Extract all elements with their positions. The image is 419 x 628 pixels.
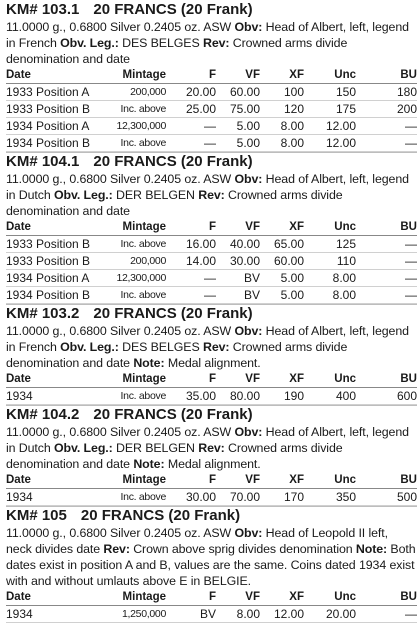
obverse-label: Obv: bbox=[234, 526, 263, 540]
table-cell: 1934 Position A bbox=[6, 270, 106, 287]
table-cell: 1933 Position B bbox=[6, 101, 106, 118]
obverse-legend-label: Obv. Leg.: bbox=[60, 36, 119, 50]
table-cell: 150 bbox=[304, 84, 356, 101]
entry-description bbox=[6, 19, 417, 67]
reverse-label: Rev: bbox=[198, 188, 225, 202]
table-cell: 1934 Position B bbox=[6, 287, 106, 304]
value-table bbox=[6, 67, 417, 152]
entry-description bbox=[6, 525, 417, 589]
table-cell: 25.00 bbox=[166, 101, 216, 118]
obverse-legend-text: DES BELGES bbox=[118, 340, 203, 354]
obverse-legend-text: DES BELGES bbox=[118, 36, 203, 50]
obverse-legend-label: Obv. Leg.: bbox=[54, 441, 113, 455]
table-cell: 1934 bbox=[6, 388, 106, 405]
table-cell: — bbox=[356, 287, 417, 304]
table-cell: 1933 Position B bbox=[6, 236, 106, 253]
table-cell: 1933 Position A bbox=[6, 84, 106, 101]
coin-name: 20 FRANCS (20 Frank) bbox=[93, 1, 253, 18]
table-cell: — bbox=[356, 118, 417, 135]
column-header: F bbox=[166, 589, 216, 606]
column-header: Unc bbox=[304, 589, 356, 606]
obverse-legend-label: Obv. Leg.: bbox=[60, 340, 119, 354]
table-row bbox=[6, 101, 417, 118]
entry-title bbox=[6, 506, 417, 525]
column-header: Mintage bbox=[106, 472, 166, 489]
value-table bbox=[6, 589, 417, 623]
table-cell: 190 bbox=[260, 388, 304, 405]
obverse-text: Head of Albert, left, legend in Dutch bbox=[6, 425, 409, 455]
table-cell: Inc. above bbox=[106, 101, 166, 118]
obverse-label: Obv: bbox=[234, 324, 263, 338]
table-cell: 350 bbox=[304, 489, 356, 506]
table-cell: 8.00 bbox=[260, 118, 304, 135]
obverse-label: Obv: bbox=[234, 20, 263, 34]
column-header: VF bbox=[216, 371, 260, 388]
reverse-text: Crown above sprig divides denomination bbox=[129, 542, 356, 556]
table-cell: 600 bbox=[356, 388, 417, 405]
km-number: KM# 105 bbox=[6, 507, 67, 524]
table-cell: 500 bbox=[356, 489, 417, 506]
entry-title bbox=[6, 152, 417, 171]
table-cell: Inc. above bbox=[106, 236, 166, 253]
column-header: F bbox=[166, 371, 216, 388]
table-row bbox=[6, 236, 417, 253]
table-cell: — bbox=[356, 253, 417, 270]
spec-text: 11.0000 g., 0.6800 Silver 0.2405 oz. ASW bbox=[6, 172, 235, 186]
value-table bbox=[6, 371, 417, 405]
table-cell: Inc. above bbox=[106, 388, 166, 405]
obverse-legend-text: DER BELGEN bbox=[112, 441, 199, 455]
table-cell: 110 bbox=[304, 253, 356, 270]
obverse-text: Head of Albert, left, legend in Dutch bbox=[6, 172, 409, 202]
table-cell: 180 bbox=[356, 84, 417, 101]
column-header: Unc bbox=[304, 219, 356, 236]
table-row bbox=[6, 388, 417, 405]
table-cell: 200 bbox=[356, 101, 417, 118]
table-cell: 60.00 bbox=[260, 253, 304, 270]
note-label: Note: bbox=[133, 356, 165, 370]
km-number: KM# 104.2 bbox=[6, 406, 80, 423]
obverse-label: Obv: bbox=[234, 425, 263, 439]
table-cell: — bbox=[166, 118, 216, 135]
catalog-entry bbox=[6, 304, 417, 405]
column-header: XF bbox=[260, 589, 304, 606]
table-header-row bbox=[6, 472, 417, 489]
reverse-text: Crowned arms divide denomination and date bbox=[6, 188, 343, 218]
column-header: BU bbox=[356, 67, 417, 84]
table-cell: 125 bbox=[304, 236, 356, 253]
column-header: Unc bbox=[304, 472, 356, 489]
catalog-page bbox=[6, 0, 417, 623]
column-header: VF bbox=[216, 219, 260, 236]
table-cell: 200,000 bbox=[106, 84, 166, 101]
table-cell: 8.00 bbox=[304, 270, 356, 287]
table-cell: 5.00 bbox=[260, 270, 304, 287]
coin-name: 20 FRANCS (20 Frank) bbox=[93, 406, 253, 423]
coin-name: 20 FRANCS (20 Frank) bbox=[93, 305, 253, 322]
table-row bbox=[6, 253, 417, 270]
table-cell: 5.00 bbox=[216, 118, 260, 135]
reverse-label: Rev: bbox=[202, 36, 230, 50]
column-header: Unc bbox=[304, 67, 356, 84]
column-header: Date bbox=[6, 67, 106, 84]
table-cell: 30.00 bbox=[216, 253, 260, 270]
catalog-entry bbox=[6, 506, 417, 623]
column-header: XF bbox=[260, 371, 304, 388]
note-text: Medal alignment. bbox=[164, 356, 261, 370]
table-cell: 5.00 bbox=[216, 135, 260, 152]
note-label: Note: bbox=[355, 542, 388, 556]
column-header: F bbox=[166, 67, 216, 84]
table-cell: 1934 bbox=[6, 489, 106, 506]
entry-title bbox=[6, 304, 417, 323]
table-cell: 65.00 bbox=[260, 236, 304, 253]
reverse-text: Crowned arms divide denomination and date bbox=[6, 340, 348, 370]
reverse-label: Rev: bbox=[202, 340, 230, 354]
table-cell: — bbox=[166, 270, 216, 287]
table-cell: 120 bbox=[260, 101, 304, 118]
table-cell: 1934 Position A bbox=[6, 118, 106, 135]
spec-text: 11.0000 g., 0.6800 Silver 0.2405 oz. ASW bbox=[6, 526, 235, 540]
obverse-legend-label: Obv. Leg.: bbox=[54, 188, 113, 202]
reverse-label: Rev: bbox=[103, 542, 130, 556]
column-header: Mintage bbox=[106, 371, 166, 388]
entry-description bbox=[6, 323, 417, 371]
table-header-row bbox=[6, 219, 417, 236]
note-text: Medal alignment. bbox=[164, 457, 261, 471]
table-cell: 1,250,000 bbox=[106, 606, 166, 623]
table-row bbox=[6, 606, 417, 623]
table-cell: 8.00 bbox=[304, 287, 356, 304]
obverse-text: Head of Leopold II left, neck divides date bbox=[6, 526, 388, 556]
reverse-text: Crowned arms divide denomination and date bbox=[6, 441, 343, 471]
table-cell: 200,000 bbox=[106, 253, 166, 270]
spec-text: 11.0000 g., 0.6800 Silver 0.2405 oz. ASW bbox=[6, 324, 235, 338]
table-cell: 400 bbox=[304, 388, 356, 405]
column-header: VF bbox=[216, 589, 260, 606]
table-cell: Inc. above bbox=[106, 489, 166, 506]
column-header: Mintage bbox=[106, 67, 166, 84]
table-cell: 12,300,000 bbox=[106, 270, 166, 287]
table-cell: 12,300,000 bbox=[106, 118, 166, 135]
table-cell: 12.00 bbox=[304, 135, 356, 152]
catalog-entry bbox=[6, 152, 417, 304]
column-header: Mintage bbox=[106, 589, 166, 606]
table-row bbox=[6, 270, 417, 287]
column-header: BU bbox=[356, 371, 417, 388]
reverse-label: Rev: bbox=[198, 441, 225, 455]
table-cell: 16.00 bbox=[166, 236, 216, 253]
table-cell: — bbox=[356, 606, 417, 623]
table-cell: 12.00 bbox=[304, 118, 356, 135]
table-cell: — bbox=[166, 287, 216, 304]
obverse-label: Obv: bbox=[234, 172, 263, 186]
table-cell: 170 bbox=[260, 489, 304, 506]
table-cell: 175 bbox=[304, 101, 356, 118]
value-table bbox=[6, 219, 417, 304]
spec-text: 11.0000 g., 0.6800 Silver 0.2405 oz. ASW bbox=[6, 20, 235, 34]
table-cell: 40.00 bbox=[216, 236, 260, 253]
catalog-entry bbox=[6, 405, 417, 506]
column-header: XF bbox=[260, 472, 304, 489]
table-cell: 12.00 bbox=[260, 606, 304, 623]
table-cell: — bbox=[166, 135, 216, 152]
table-header-row bbox=[6, 589, 417, 606]
entry-description bbox=[6, 424, 417, 472]
table-row bbox=[6, 135, 417, 152]
reverse-text: Crowned arms divide denomination and date bbox=[6, 36, 348, 66]
table-cell: Inc. above bbox=[106, 135, 166, 152]
table-cell: 1933 Position B bbox=[6, 253, 106, 270]
column-header: XF bbox=[260, 67, 304, 84]
table-cell: Inc. above bbox=[106, 287, 166, 304]
column-header: VF bbox=[216, 472, 260, 489]
obverse-legend-text: DER BELGEN bbox=[112, 188, 199, 202]
column-header: F bbox=[166, 219, 216, 236]
obverse-text: Head of Albert, left, legend in French bbox=[6, 324, 409, 354]
table-cell: BV bbox=[166, 606, 216, 623]
table-cell: 70.00 bbox=[216, 489, 260, 506]
table-row bbox=[6, 118, 417, 135]
table-cell: 30.00 bbox=[166, 489, 216, 506]
table-cell: 60.00 bbox=[216, 84, 260, 101]
note-label: Note: bbox=[133, 457, 165, 471]
column-header: Date bbox=[6, 472, 106, 489]
entry-title bbox=[6, 1, 417, 19]
column-header: Date bbox=[6, 219, 106, 236]
column-header: BU bbox=[356, 219, 417, 236]
entry-description bbox=[6, 171, 417, 219]
column-header: VF bbox=[216, 67, 260, 84]
table-row bbox=[6, 84, 417, 101]
value-table bbox=[6, 472, 417, 506]
table-cell: 5.00 bbox=[260, 287, 304, 304]
table-cell: — bbox=[356, 236, 417, 253]
column-header: F bbox=[166, 472, 216, 489]
table-cell: 1934 bbox=[6, 606, 106, 623]
table-row bbox=[6, 489, 417, 506]
coin-name: 20 FRANCS (20 Frank) bbox=[93, 153, 253, 170]
table-cell: 20.00 bbox=[304, 606, 356, 623]
table-cell: 100 bbox=[260, 84, 304, 101]
km-number: KM# 104.1 bbox=[6, 153, 80, 170]
table-cell: 8.00 bbox=[216, 606, 260, 623]
entry-title bbox=[6, 405, 417, 424]
table-cell: — bbox=[356, 270, 417, 287]
table-cell: 14.00 bbox=[166, 253, 216, 270]
column-header: BU bbox=[356, 472, 417, 489]
column-header: XF bbox=[260, 219, 304, 236]
table-header-row bbox=[6, 371, 417, 388]
table-cell: BV bbox=[216, 270, 260, 287]
coin-name: 20 FRANCS (20 Frank) bbox=[80, 507, 241, 524]
table-cell: 20.00 bbox=[166, 84, 216, 101]
column-header: BU bbox=[356, 589, 417, 606]
table-cell: — bbox=[356, 135, 417, 152]
note-text: Both dates exist in position A and B, values are the same. Coins dated 1934 exist with and without umlauts above E in BELGIE. bbox=[6, 542, 416, 588]
column-header: Mintage bbox=[106, 219, 166, 236]
column-header: Date bbox=[6, 589, 106, 606]
table-cell: 35.00 bbox=[166, 388, 216, 405]
column-header: Unc bbox=[304, 371, 356, 388]
table-cell: BV bbox=[216, 287, 260, 304]
km-number: KM# 103.2 bbox=[6, 305, 80, 322]
catalog-entry bbox=[6, 1, 417, 152]
obverse-text: Head of Albert, left, legend in French bbox=[6, 20, 409, 50]
spec-text: 11.0000 g., 0.6800 Silver 0.2405 oz. ASW bbox=[6, 425, 235, 439]
table-cell: 1934 Position B bbox=[6, 135, 106, 152]
table-cell: 8.00 bbox=[260, 135, 304, 152]
km-number: KM# 103.1 bbox=[6, 1, 80, 18]
table-cell: 80.00 bbox=[216, 388, 260, 405]
table-cell: 75.00 bbox=[216, 101, 260, 118]
column-header: Date bbox=[6, 371, 106, 388]
table-row bbox=[6, 287, 417, 304]
table-header-row bbox=[6, 67, 417, 84]
